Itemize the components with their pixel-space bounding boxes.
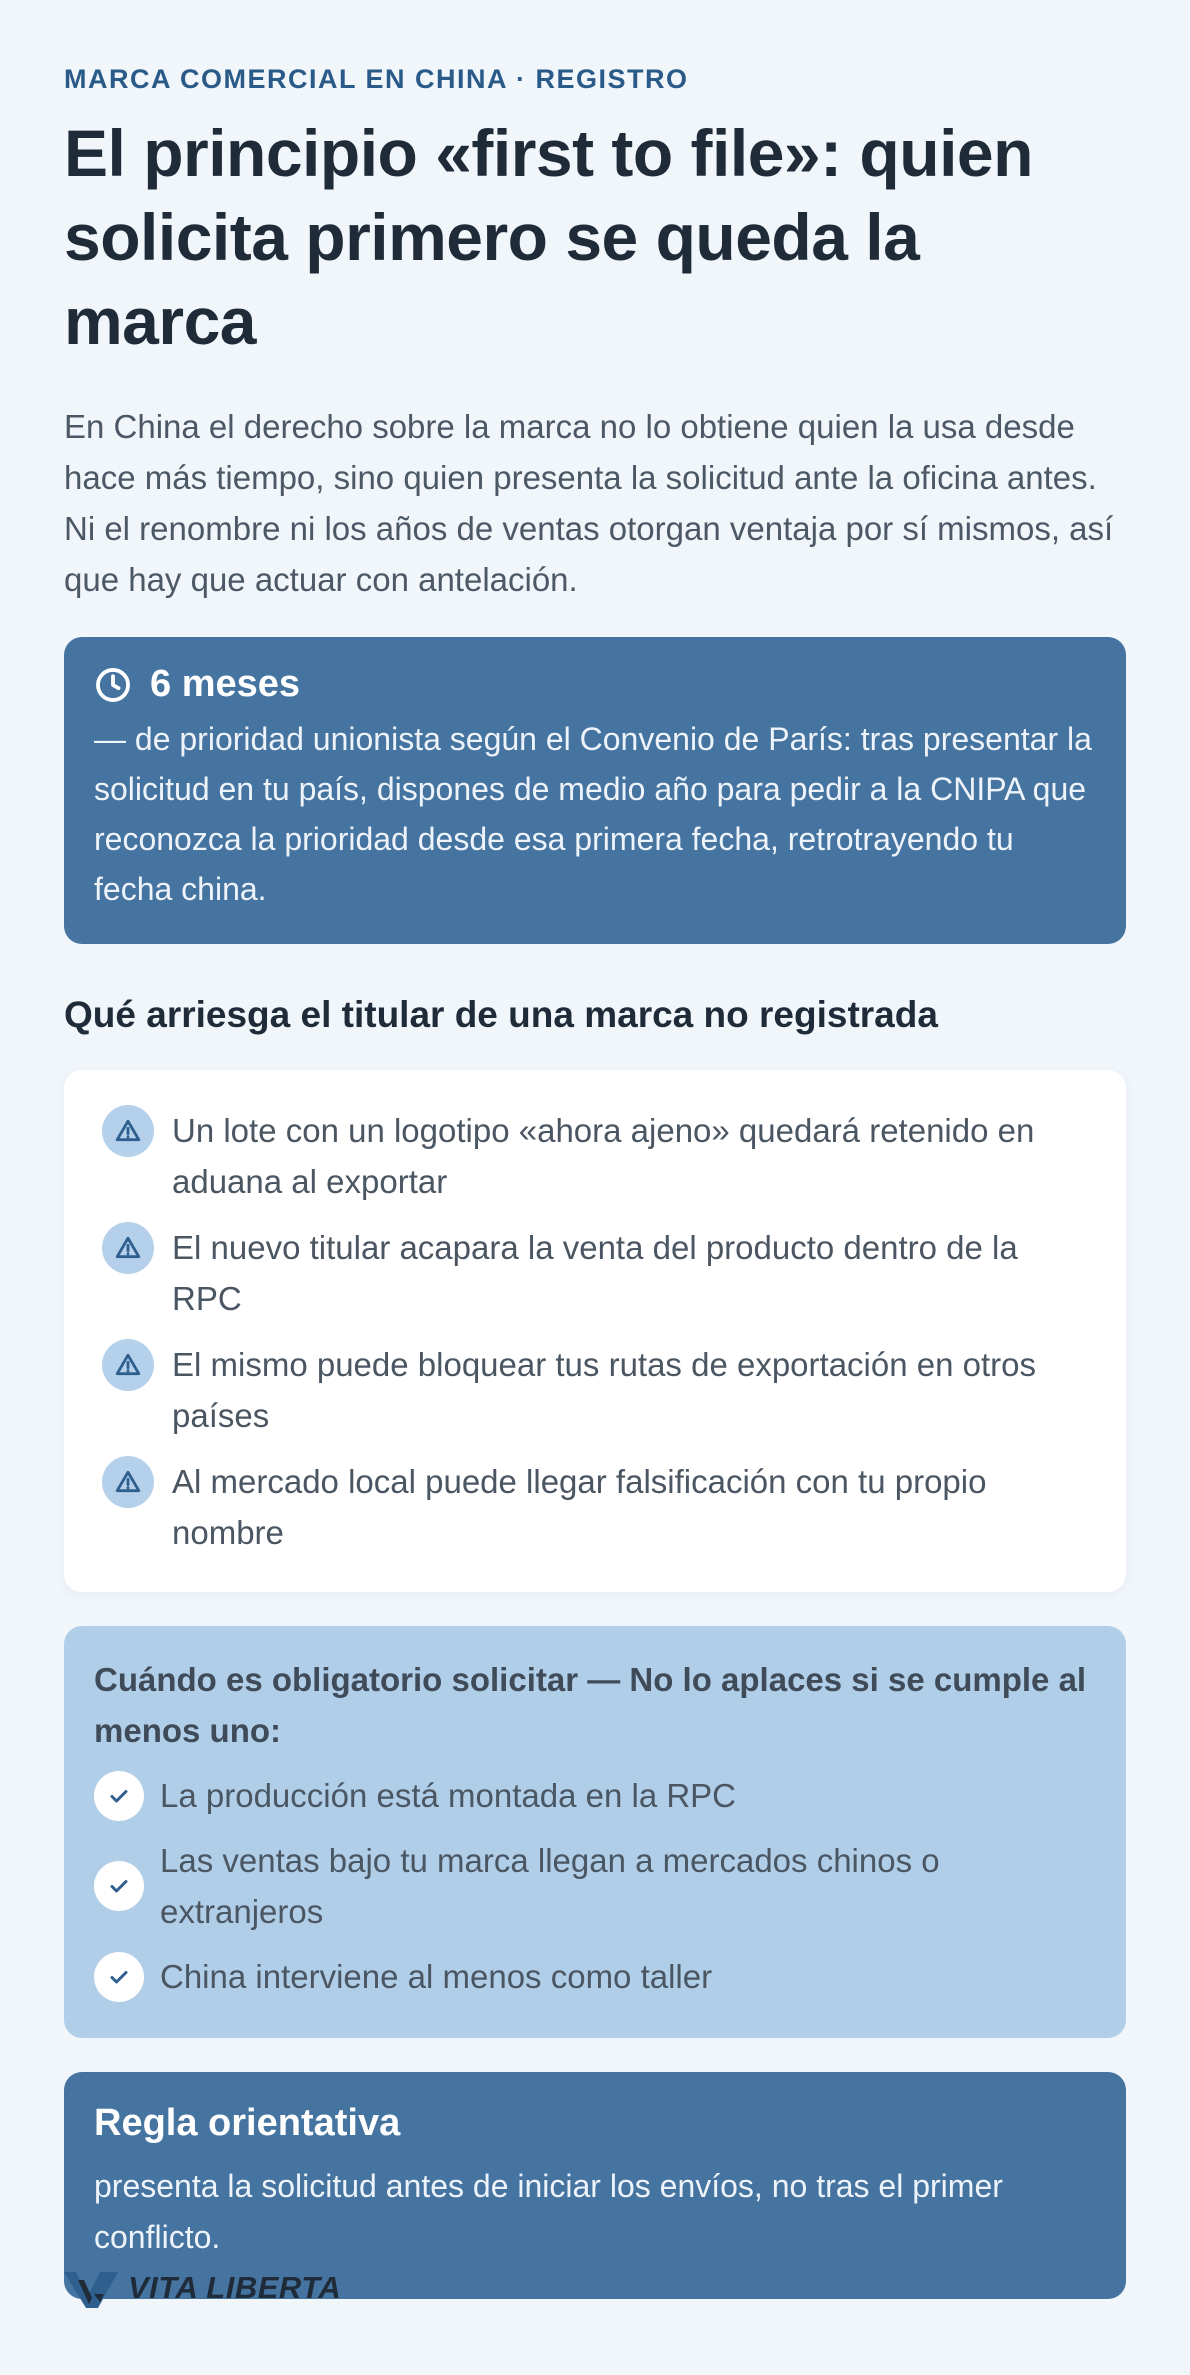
rule-card — [64, 2072, 1126, 2299]
priority-text: — de prioridad unionista según el Convenio de París: tras presentar la solicitud en tu país, dispones de medio año para pedir a la CNIPA que reconozca la prioridad desde esa primera fecha, retrotrayendo tu fecha china. — [94, 721, 1092, 907]
page-title: El principio «first to file»: quien solicita primero se queda la marca — [64, 116, 1033, 358]
warning-icon — [102, 1456, 154, 1508]
check-text: La producción está montada en la RPC — [160, 1777, 737, 1814]
risk-text: El mismo puede bloquear tus rutas de exportación en otros países — [172, 1346, 1036, 1434]
lead-paragraph: En China el derecho sobre la marca no lo obtiene quien la usa desde hace más tiempo, sino quien presenta la solicitud ante la oficina antes. Ni el renombre ni los años de ventas otorgan ventaja por sí mismos, así que hay que actuar con antelación. — [64, 408, 1114, 598]
when-card — [64, 1626, 1126, 2038]
clock-icon — [94, 666, 132, 704]
risk-item — [102, 1106, 1088, 1207]
eyebrow: MARCA COMERCIAL EN CHINA · REGISTRO — [64, 64, 689, 94]
check-icon — [94, 1861, 144, 1911]
risk-text: El nuevo titular acapara la venta del producto dentro de la RPC — [172, 1229, 1018, 1317]
check-icon — [94, 1771, 144, 1821]
check-item — [94, 1951, 1096, 2002]
warning-icon — [102, 1222, 154, 1274]
check-item — [94, 1770, 1096, 1821]
brand-name: VITA LIBERTA — [128, 2270, 342, 2305]
check-icon — [94, 1952, 144, 2002]
risks-heading: Qué arriesga el titular de una marca no registrada — [64, 994, 938, 1035]
priority-value: 6 meses — [150, 663, 301, 705]
risk-item — [102, 1457, 1088, 1558]
check-item — [94, 1835, 1096, 1937]
warning-icon — [102, 1339, 154, 1391]
risk-text: Al mercado local puede llegar falsificación con tu propio nombre — [172, 1463, 987, 1551]
risks-card — [64, 1070, 1126, 1592]
priority-header — [94, 663, 1096, 706]
brand-logo — [64, 2268, 341, 2308]
rule-title: Regla orientativa — [94, 2102, 401, 2144]
vita-liberta-logo-icon — [64, 2268, 118, 2308]
check-text: Las ventas bajo tu marca llegan a mercados chinos o extranjeros — [160, 1842, 940, 1930]
risk-text: Un lote con un logotipo «ahora ajeno» quedará retenido en aduana al exportar — [172, 1112, 1035, 1200]
risk-item — [102, 1223, 1088, 1324]
priority-card — [64, 637, 1126, 944]
risk-item — [102, 1340, 1088, 1441]
check-text: China interviene al menos como taller — [160, 1958, 713, 1995]
rule-text: presenta la solicitud antes de iniciar los envíos, no tras el primer conflicto. — [94, 2168, 1003, 2255]
warning-icon — [102, 1105, 154, 1157]
when-heading: Cuándo es obligatorio solicitar — No lo aplaces si se cumple al menos uno: — [94, 1661, 1087, 1749]
